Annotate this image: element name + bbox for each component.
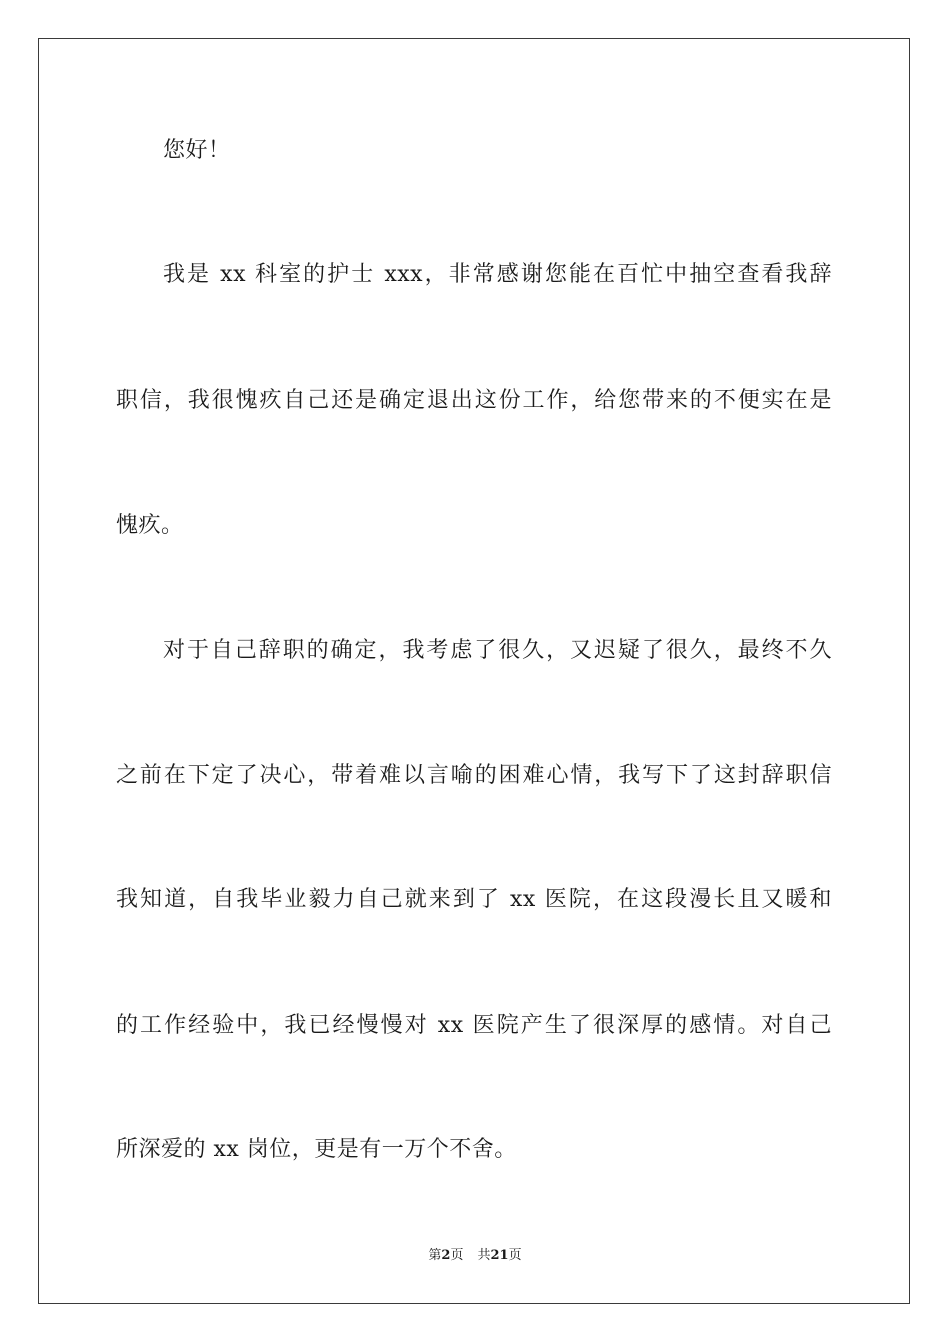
paragraph-line-8: 所深爱的 xx 岗位，更是有一万个不舍。 xyxy=(116,1137,517,1162)
page-border xyxy=(38,38,910,1304)
paragraph-line-3: 愧疚。 xyxy=(116,513,184,538)
paragraph-line-4: 对于自己辞职的确定，我考虑了很久，又迟疑了很久，最终不久 xyxy=(163,638,832,663)
footer-page-prefix: 第 xyxy=(428,1248,442,1263)
footer-page-unit: 页 xyxy=(450,1248,464,1263)
paragraph-line-2: 职信，我很愧疚自己还是确定退出这份工作，给您带来的不便实在是 xyxy=(116,388,832,413)
paragraph-line-6: 我知道，自我毕业毅力自己就来到了 xx 医院，在这段漫长且又暖和 xyxy=(116,887,832,912)
footer-page-current: 2 xyxy=(441,1248,451,1263)
footer-total-unit: 页 xyxy=(508,1248,522,1263)
paragraph-line-5: 之前在下定了决心，带着难以言喻的困难心情，我写下了这封辞职信 xyxy=(116,763,832,788)
paragraph-line-1: 我是 xx 科室的护士 xxx，非常感谢您能在百忙中抽空查看我辞 xyxy=(163,262,832,287)
page-footer xyxy=(0,1246,950,1266)
footer-total-prefix: 共 xyxy=(477,1248,491,1263)
greeting-text: 您好！ xyxy=(163,138,231,163)
footer-page-total: 21 xyxy=(490,1248,509,1263)
paragraph-line-7: 的工作经验中，我已经慢慢对 xx 医院产生了很深厚的感情。对自己 xyxy=(116,1013,832,1038)
